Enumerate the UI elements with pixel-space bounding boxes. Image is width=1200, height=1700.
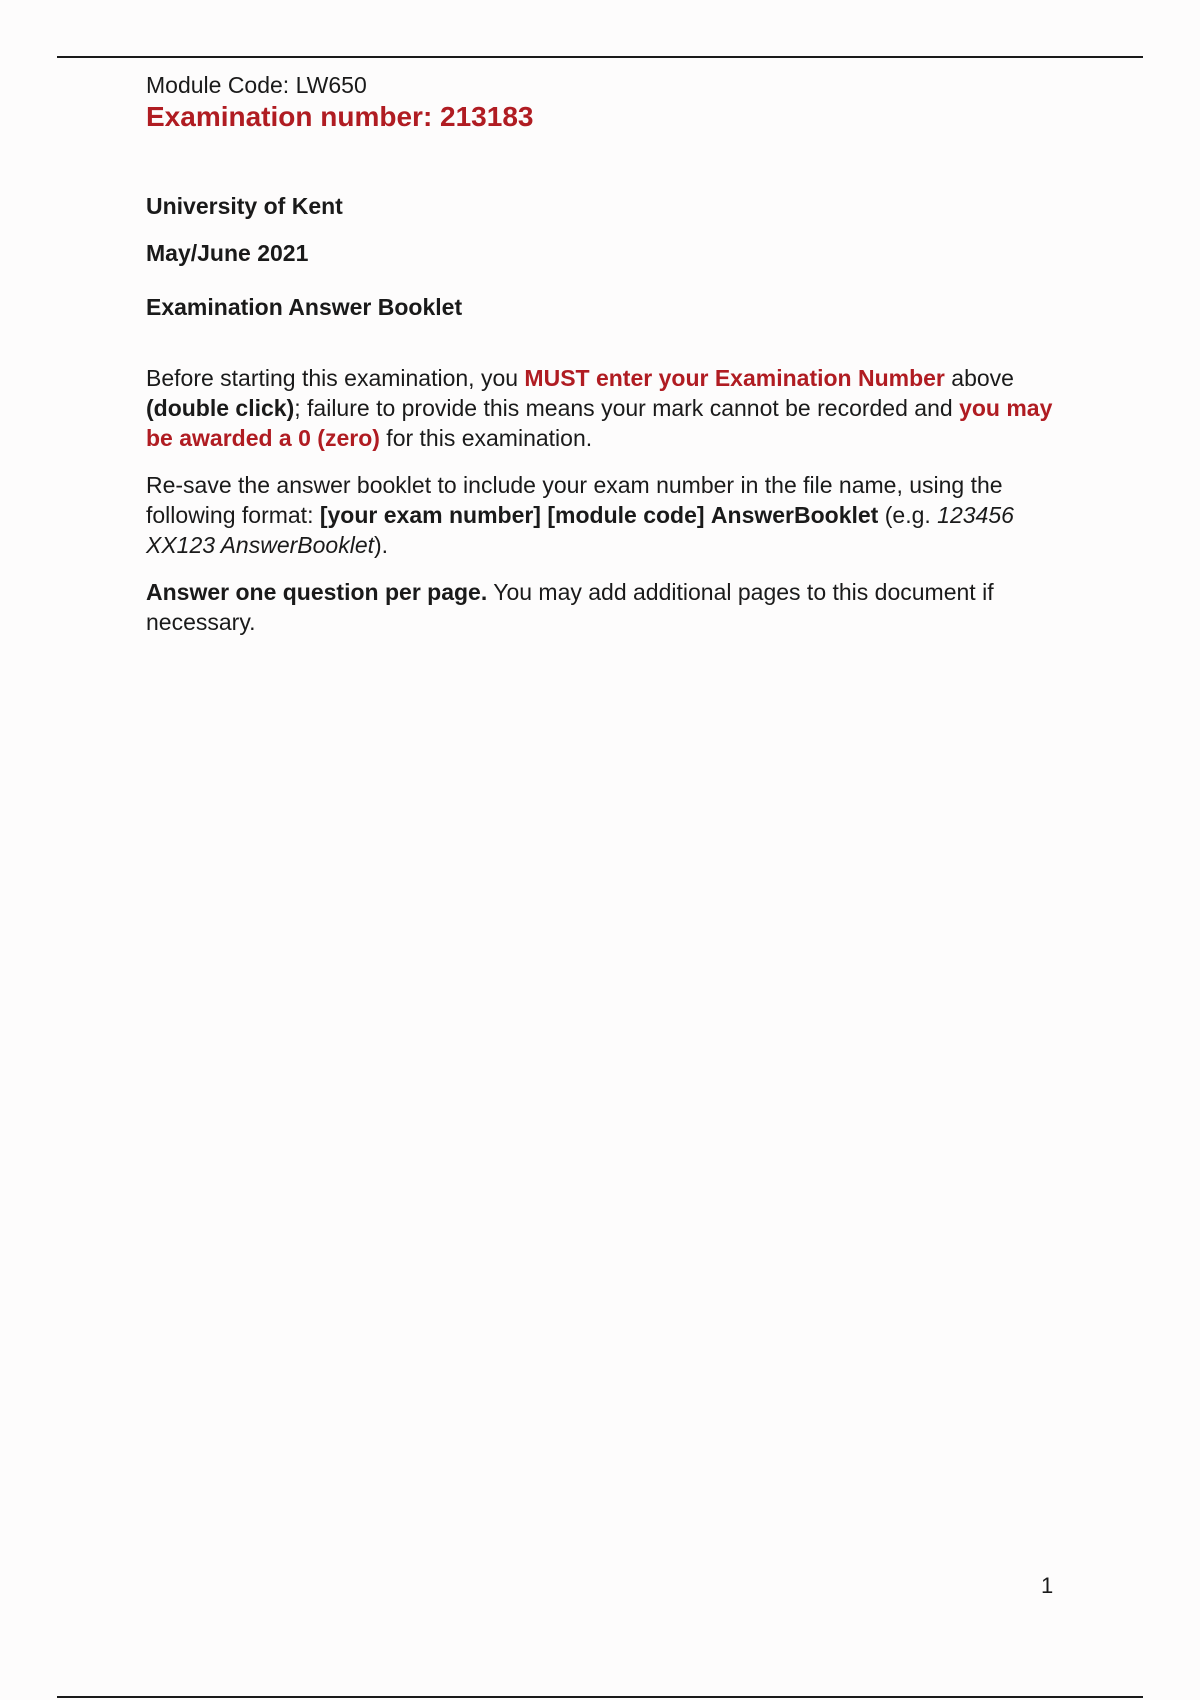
text-run: Re-save the answer booklet to include your exam number in the file name, using the following format: (146, 472, 1003, 528)
top-rule (57, 56, 1143, 58)
instruction-exam-number (146, 363, 1066, 453)
emphasis-run: Answer one question per page. (146, 579, 488, 605)
exam-session: May/June 2021 (146, 240, 309, 266)
text-run: ; failure to provide this means your mark cannot be recorded and (294, 395, 960, 421)
page-number: 1 (1041, 1573, 1054, 1598)
page-content (146, 70, 1066, 635)
text-run: for this examination. (379, 425, 593, 451)
examination-number[interactable]: Examination number: 213183 (146, 101, 534, 132)
emphasis-run: (double click) (146, 395, 295, 421)
emphasis-run: [your exam number] (319, 502, 541, 528)
text-run: Before starting this examination, you (146, 365, 525, 391)
emphasis-run: you may be awarded a 0 (zero) (146, 395, 1053, 451)
text-run: ). (374, 532, 389, 558)
module-code: Module Code: LW650 (146, 72, 367, 98)
emphasis-run: AnswerBooklet (710, 502, 879, 528)
text-run: above (944, 365, 1014, 391)
instruction-one-question (146, 577, 1066, 637)
emphasis-run: MUST enter your Examination Number (524, 365, 945, 391)
example-filename: 123456 XX123 AnswerBooklet (146, 502, 1014, 558)
text-run: You may add additional pages to this document if necessary. (146, 579, 994, 635)
instruction-file-name (146, 470, 1066, 560)
bottom-rule (57, 1696, 1143, 1698)
emphasis-run: [module code] (547, 502, 705, 528)
text-run: (e.g. (878, 502, 938, 528)
university-name: University of Kent (146, 193, 343, 219)
document-title: Examination Answer Booklet (146, 294, 463, 320)
